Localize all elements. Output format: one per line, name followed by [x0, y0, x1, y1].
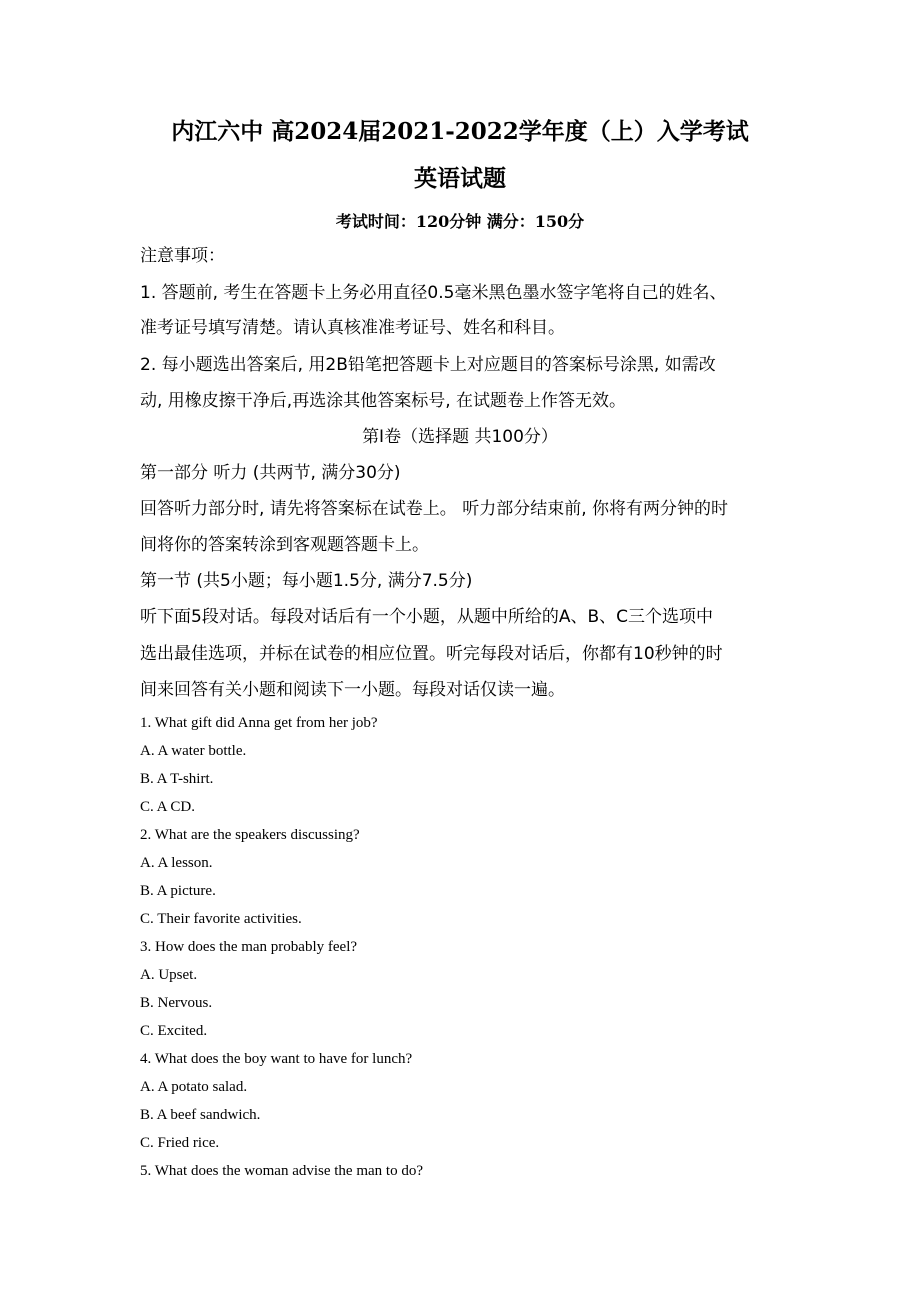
question-option: B. A T-shirt. — [140, 771, 214, 787]
section1-instruction-line-3: 间来回答有关小题和阅读下一小题。每段对话仅读一遍。 — [140, 680, 565, 700]
question-option: B. Nervous. — [140, 995, 213, 1011]
exam-time-info: 考试时间：120分钟 满分：150分 — [335, 212, 585, 231]
question-option: C. Their favorite activities. — [140, 911, 302, 927]
exam-title: 内江六中 高2024届2021-2022学年度（上）入学考试 — [171, 118, 749, 145]
volume-heading: 第I卷（选择题 共100分） — [362, 427, 558, 447]
part1-intro-line-1: 回答听力部分时, 请先将答案标在试卷上。 听力部分结束前, 你将有两分钟的时 — [140, 499, 729, 519]
question-option: B. A picture. — [140, 883, 216, 899]
question-option: C. Fried rice. — [140, 1135, 220, 1151]
section1-instruction-line-2: 选出最佳选项，并标在试卷的相应位置。听完每段对话后，你都有10秒钟的时 — [140, 644, 723, 664]
question-option: C. A CD. — [140, 799, 196, 815]
note-2-line-1: 2. 每小题选出答案后, 用2B铅笔把答题卡上对应题目的答案标号涂黑, 如需改 — [140, 355, 716, 375]
question-stem: 4. What does the boy want to have for lunch? — [140, 1051, 413, 1067]
question-option: A. A potato salad. — [140, 1079, 248, 1095]
section1-instruction-line-1: 听下面5段对话。每段对话后有一个小题，从题中所给的A、B、C三个选项中 — [140, 607, 713, 627]
part1-intro-line-2: 间将你的答案转涂到客观题答题卡上。 — [140, 535, 429, 555]
question-stem: 5. What does the woman advise the man to do? — [140, 1163, 423, 1179]
question-option: A. A water bottle. — [140, 743, 247, 759]
question-option: C. Excited. — [140, 1023, 208, 1039]
part1-heading: 第一部分 听力 (共两节, 满分30分) — [140, 463, 401, 483]
note-1-line-2: 准考证号填写清楚。请认真核准准考证号、姓名和科目。 — [140, 318, 565, 338]
question-stem: 1. What gift did Anna get from her job? — [140, 715, 378, 731]
question-stem: 2. What are the speakers discussing? — [140, 827, 360, 843]
section1-heading: 第一节 (共5小题；每小题1.5分, 满分7.5分) — [140, 571, 473, 591]
question-option: A. Upset. — [140, 967, 198, 983]
question-option: B. A beef sandwich. — [140, 1107, 261, 1123]
question-option: A. A lesson. — [140, 855, 213, 871]
note-2-line-2: 动, 用橡皮擦干净后,再选涂其他答案标号, 在试题卷上作答无效。 — [140, 391, 627, 411]
note-1-line-1: 1. 答题前, 考生在答题卡上务必用直径0.5毫米黑色墨水签字笔将自己的姓名、 — [140, 283, 727, 303]
exam-subject-title: 英语试题 — [414, 165, 506, 192]
notes-heading: 注意事项： — [140, 246, 225, 266]
question-stem: 3. How does the man probably feel? — [140, 939, 358, 955]
